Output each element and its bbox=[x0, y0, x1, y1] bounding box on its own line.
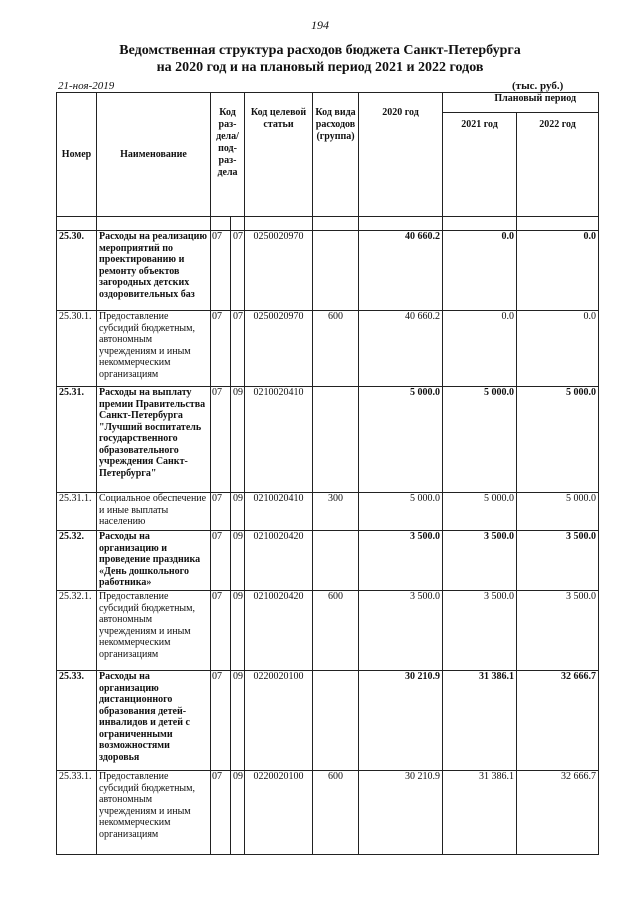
row-expense-type-code bbox=[313, 231, 359, 311]
row-amount-2022: 3 500.0 bbox=[517, 531, 599, 591]
row-amount-2021: 0.0 bbox=[443, 231, 517, 311]
row-target-code: 0210020420 bbox=[245, 591, 313, 671]
row-subsection-code: 09 bbox=[231, 771, 245, 855]
row-target-code: 0210020410 bbox=[245, 493, 313, 531]
row-expense-type-code: 600 bbox=[313, 591, 359, 671]
row-subsection-code: 09 bbox=[231, 493, 245, 531]
header-year-2022: 2022 год bbox=[517, 113, 599, 217]
title-line-1: Ведомственная структура расходов бюджета Санкт-Петербурга bbox=[119, 43, 521, 58]
header-name: Наименование bbox=[97, 93, 211, 217]
row-amount-2021: 3 500.0 bbox=[443, 591, 517, 671]
header-target-code: Код целевой статьи bbox=[245, 93, 313, 217]
row-amount-2022: 0.0 bbox=[517, 311, 599, 387]
row-target-code: 0220020100 bbox=[245, 771, 313, 855]
header-spacer bbox=[57, 217, 599, 231]
row-expense-type-code bbox=[313, 387, 359, 493]
row-expense-type-code: 600 bbox=[313, 311, 359, 387]
row-subsection-code: 09 bbox=[231, 591, 245, 671]
row-expense-type-code bbox=[313, 671, 359, 771]
row-number: 25.30.1. bbox=[57, 311, 97, 387]
row-amount-2020: 5 000.0 bbox=[359, 493, 443, 531]
table-row bbox=[57, 671, 599, 771]
row-name: Расходы на выплату премии Правительства Санкт-Петербурга "Лучший воспитатель государственного образовательного учреждения Санкт-Петербурга" bbox=[97, 387, 211, 493]
row-name: Расходы на организацию и проведение праздника «День дошкольного работника» bbox=[97, 531, 211, 591]
title-line-2: на 2020 год и на плановый период 2021 и 2022 годов bbox=[156, 60, 484, 75]
row-section-code: 07 bbox=[211, 493, 231, 531]
row-target-code: 0250020970 bbox=[245, 231, 313, 311]
row-number: 25.32.1. bbox=[57, 591, 97, 671]
row-amount-2022: 32 666.7 bbox=[517, 671, 599, 771]
row-section-code: 07 bbox=[211, 387, 231, 493]
row-amount-2021: 31 386.1 bbox=[443, 671, 517, 771]
row-amount-2020: 40 660.2 bbox=[359, 311, 443, 387]
row-number: 25.32. bbox=[57, 531, 97, 591]
row-amount-2021: 5 000.0 bbox=[443, 387, 517, 493]
row-section-code: 07 bbox=[211, 771, 231, 855]
row-number: 25.31.1. bbox=[57, 493, 97, 531]
row-subsection-code: 09 bbox=[231, 671, 245, 771]
row-amount-2021: 5 000.0 bbox=[443, 493, 517, 531]
row-subsection-code: 09 bbox=[231, 387, 245, 493]
row-amount-2020: 3 500.0 bbox=[359, 531, 443, 591]
units-label: (тыс. руб.) bbox=[512, 80, 564, 92]
row-subsection-code: 07 bbox=[231, 311, 245, 387]
row-section-code: 07 bbox=[211, 231, 231, 311]
row-amount-2020: 40 660.2 bbox=[359, 231, 443, 311]
row-expense-type-code bbox=[313, 531, 359, 591]
row-target-code: 0210020420 bbox=[245, 531, 313, 591]
row-subsection-code: 07 bbox=[231, 231, 245, 311]
table-body bbox=[57, 231, 599, 855]
document-date: 21-ноя-2019 bbox=[58, 80, 115, 92]
row-section-code: 07 bbox=[211, 531, 231, 591]
row-amount-2020: 30 210.9 bbox=[359, 771, 443, 855]
table-row bbox=[57, 231, 599, 311]
header-number: Номер bbox=[57, 93, 97, 217]
row-amount-2021: 31 386.1 bbox=[443, 771, 517, 855]
row-name: Предоставление субсидий бюджетным, автономным учреждениям и иным некоммерческим организациям bbox=[97, 591, 211, 671]
row-amount-2020: 5 000.0 bbox=[359, 387, 443, 493]
page-number: 194 bbox=[311, 18, 329, 32]
header-expense-type-code: Код вида расходов (группа) bbox=[313, 93, 359, 217]
row-name: Предоставление субсидий бюджетным, автономным учреждениям и иным некоммерческим организациям bbox=[97, 771, 211, 855]
table-row bbox=[57, 311, 599, 387]
table-row bbox=[57, 387, 599, 493]
row-section-code: 07 bbox=[211, 591, 231, 671]
table-row bbox=[57, 531, 599, 591]
row-name: Предоставление субсидий бюджетным, автономным учреждениям и иным некоммерческим организациям bbox=[97, 311, 211, 387]
row-name: Расходы на реализацию мероприятий по проектированию и ремонту объектов загородных детских оздоровительных баз bbox=[97, 231, 211, 311]
row-name: Расходы на организацию дистанционного образования детей-инвалидов и детей с ограниченными возможностями здоровья bbox=[97, 671, 211, 771]
table-row bbox=[57, 771, 599, 855]
header-year-2021: 2021 год bbox=[443, 113, 517, 217]
budget-table bbox=[56, 92, 599, 855]
table-row bbox=[57, 493, 599, 531]
row-target-code: 0210020410 bbox=[245, 387, 313, 493]
header-planned-period: Плановый период bbox=[443, 93, 599, 113]
row-subsection-code: 09 bbox=[231, 531, 245, 591]
row-amount-2022: 3 500.0 bbox=[517, 591, 599, 671]
row-section-code: 07 bbox=[211, 671, 231, 771]
header-year-2020: 2020 год bbox=[359, 93, 443, 217]
row-number: 25.33.1. bbox=[57, 771, 97, 855]
row-expense-type-code: 600 bbox=[313, 771, 359, 855]
row-amount-2022: 5 000.0 bbox=[517, 387, 599, 493]
row-amount-2020: 3 500.0 bbox=[359, 591, 443, 671]
row-amount-2020: 30 210.9 bbox=[359, 671, 443, 771]
row-number: 25.31. bbox=[57, 387, 97, 493]
document-title bbox=[0, 42, 640, 76]
header-section-code: Код раз-дела/ под-раз-дела bbox=[211, 93, 245, 217]
row-number: 25.33. bbox=[57, 671, 97, 771]
row-amount-2021: 3 500.0 bbox=[443, 531, 517, 591]
row-name: Социальное обеспечение и иные выплаты населению bbox=[97, 493, 211, 531]
table-row bbox=[57, 591, 599, 671]
row-amount-2022: 0.0 bbox=[517, 231, 599, 311]
table-header bbox=[57, 93, 599, 231]
row-number: 25.30. bbox=[57, 231, 97, 311]
row-amount-2022: 32 666.7 bbox=[517, 771, 599, 855]
row-target-code: 0220020100 bbox=[245, 671, 313, 771]
row-section-code: 07 bbox=[211, 311, 231, 387]
row-expense-type-code: 300 bbox=[313, 493, 359, 531]
row-amount-2022: 5 000.0 bbox=[517, 493, 599, 531]
row-amount-2021: 0.0 bbox=[443, 311, 517, 387]
row-target-code: 0250020970 bbox=[245, 311, 313, 387]
